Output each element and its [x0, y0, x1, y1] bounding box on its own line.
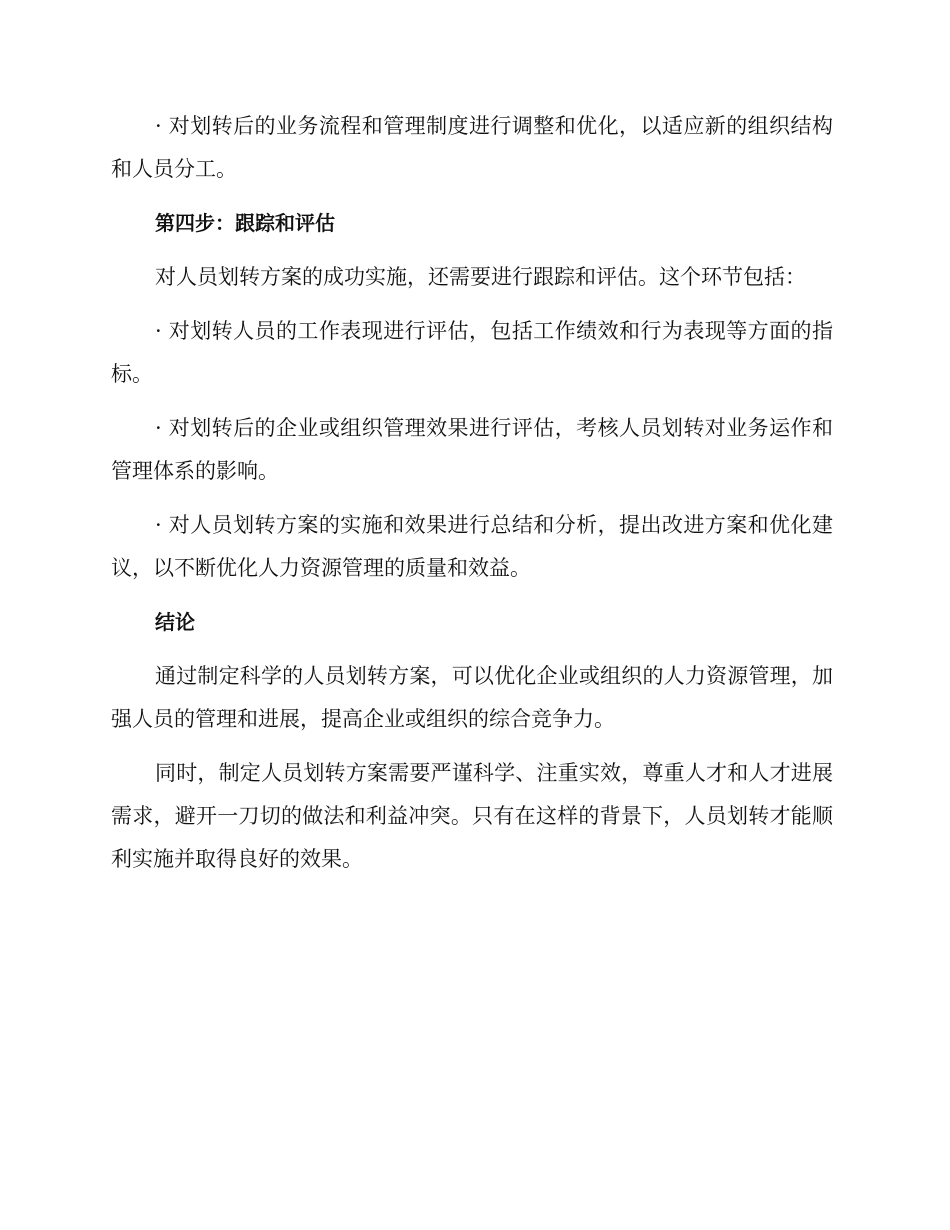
section-heading-conclusion: 结论 — [155, 610, 195, 634]
paragraph-tracking-intro: 对人员划转方案的成功实施，还需要进行跟踪和评估。这个环节包括： — [155, 265, 806, 289]
document-body — [111, 105, 833, 892]
section-heading-step-four: 第四步：跟踪和评估 — [155, 211, 335, 235]
bullet-paragraph-summarize-analyze: · 对人员划转方案的实施和效果进行总结和分析，提出改进方案和优化建议，以不断优化人力资源管理的质量和效益。 — [111, 513, 833, 580]
bullet-paragraph-evaluate-management: · 对划转后的企业或组织管理效果进行评估，考核人员划转对业务运作和管理体系的影响。 — [111, 416, 833, 483]
paragraph-conclusion-benefits: 通过制定科学的人员划转方案，可以优化企业或组织的人力资源管理，加强人员的管理和进展，提高企业或组织的综合竞争力。 — [111, 664, 833, 731]
paragraph-conclusion-requirements: 同时，制定人员划转方案需要严谨科学、注重实效，尊重人才和人才进展需求，避开一刀切的做法和利益冲突。只有在这样的背景下，人员划转才能顺利实施并取得良好的效果。 — [111, 761, 833, 871]
bullet-paragraph-evaluate-performance: · 对划转人员的工作表现进行评估，包括工作绩效和行为表现等方面的指标。 — [111, 319, 833, 386]
bullet-paragraph-adjust-processes: · 对划转后的业务流程和管理制度进行调整和优化，以适应新的组织结构和人员分工。 — [111, 114, 833, 181]
